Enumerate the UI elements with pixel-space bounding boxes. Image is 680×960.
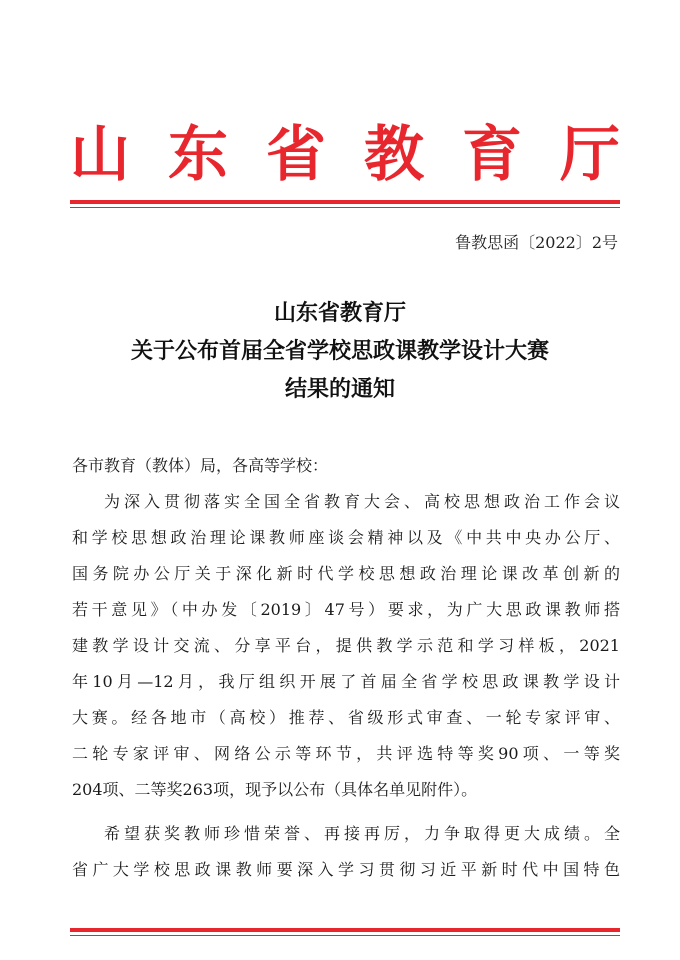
paragraph-line: 国务院办公厅关于深化新时代学校思想政治理论课改革创新的 <box>72 564 620 583</box>
document-number: 鲁教思函〔2022〕2号 <box>455 233 618 252</box>
paragraph-line: 省广大学校思政课教师要深入学习贯彻习近平新时代中国特色 <box>72 860 620 879</box>
title-line: 关于公布首届全省学校思政课教学设计大赛 <box>130 338 549 364</box>
masthead-char: 育 <box>462 120 522 190</box>
title-line: 结果的通知 <box>284 376 395 402</box>
paragraph-line: 希望获奖教师珍惜荣誉、再接再厉，力争取得更大成绩。全 <box>104 824 620 843</box>
masthead-rule-thick <box>70 200 620 204</box>
masthead-char: 教 <box>364 120 424 190</box>
masthead-char: 厅 <box>560 120 620 190</box>
footer-rule-thin <box>70 935 620 936</box>
paragraph-line: 建教学设计交流、分享平台，提供教学示范和学习样板，2021 <box>72 636 620 655</box>
paragraph-line: 若干意见》（中办发〔2019〕47号）要求，为广大思政课教师搭 <box>72 600 620 619</box>
masthead-char: 东 <box>168 120 228 190</box>
masthead-char: 省 <box>266 120 326 190</box>
paragraph-gap <box>72 808 620 816</box>
paragraph-line: 大赛。经各地市（高校）推荐、省级形式审查、一轮专家评审、 <box>72 708 620 727</box>
masthead-char: 山 <box>70 120 130 190</box>
paragraph-line: 二轮专家评审、网络公示等环节，共评选特等奖90项、一等奖 <box>72 744 620 763</box>
masthead <box>70 120 620 190</box>
paragraph-line: 204项、二等奖263项，现予以公布（具体名单见附件）。 <box>72 780 478 799</box>
masthead-rule-thin <box>70 207 620 208</box>
title-line: 山东省教育厅 <box>273 300 406 326</box>
paragraph-line: 年10月—12月，我厅组织开展了首届全省学校思政课教学设计 <box>72 672 620 691</box>
paragraph-line: 为深入贯彻落实全国全省教育大会、高校思想政治工作会议 <box>104 492 620 511</box>
document-title <box>40 294 640 408</box>
document-body <box>72 448 620 888</box>
paragraph-line: 和学校思想政治理论课教师座谈会精神以及《中共中央办公厅、 <box>72 528 620 547</box>
footer-rule-thick <box>70 928 620 932</box>
salutation: 各市教育（教体）局，各高等学校： <box>72 456 329 475</box>
